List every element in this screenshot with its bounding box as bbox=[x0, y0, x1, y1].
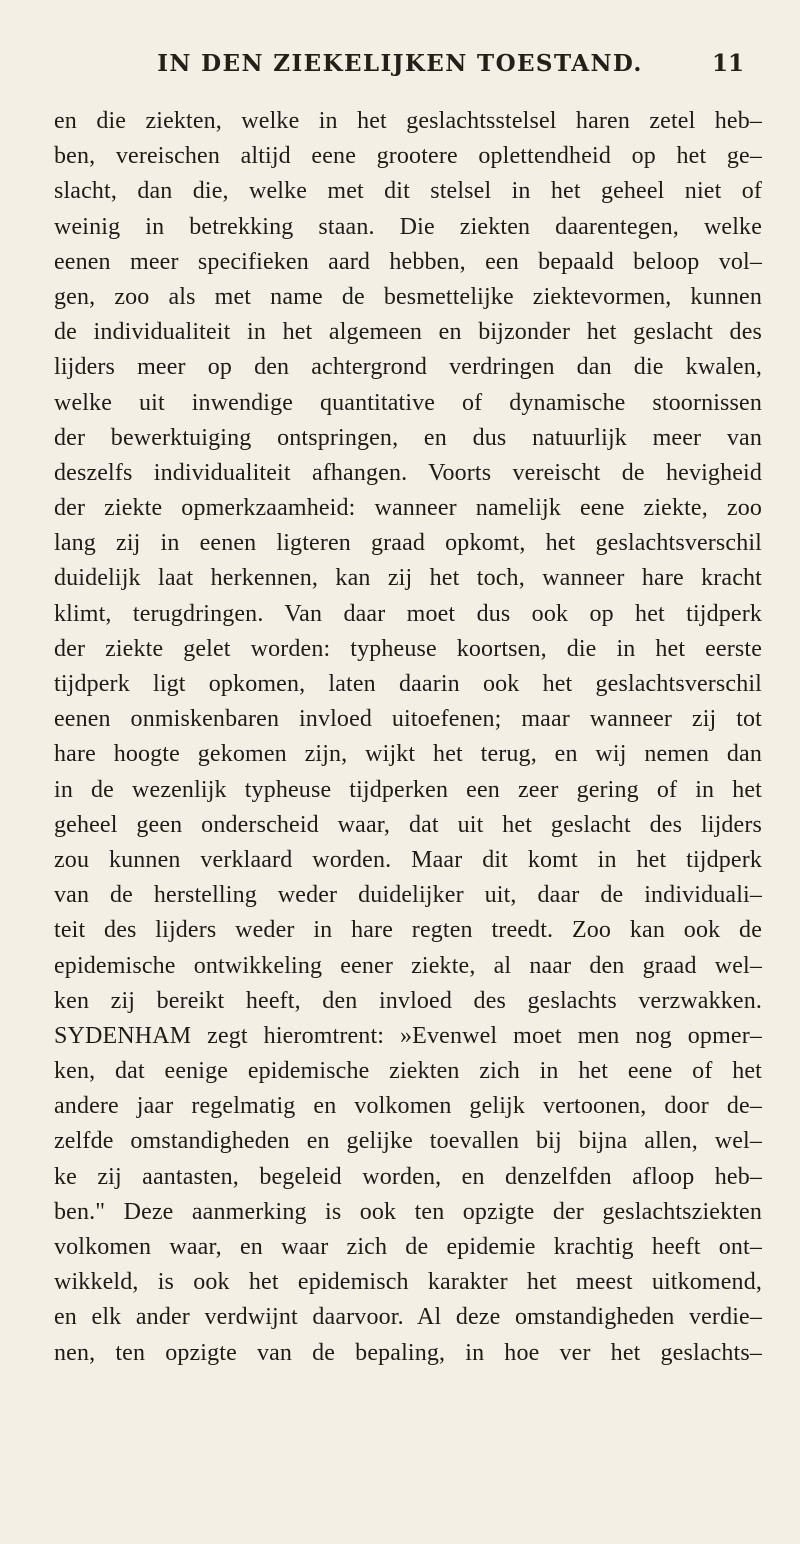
text-line: en die ziekten, welke in het geslachtsstelsel haren zetel heb– bbox=[54, 108, 762, 134]
text-line: nen, ten opzigte van de bepaling, in hoe ver het geslachts– bbox=[54, 1339, 762, 1366]
page-number: 11 bbox=[711, 50, 744, 77]
text-line: SYDENHAM zegt hieromtrent: »Evenwel moet men nog opmer– bbox=[54, 1022, 762, 1049]
text-line: der ziekte gelet worden: typheuse koortsen, die in het eerste bbox=[54, 635, 762, 662]
text-line: slacht, dan die, welke met dit stelsel in het geheel niet of bbox=[54, 178, 762, 205]
text-line: eenen meer specifieken aard hebben, een bepaald beloop vol– bbox=[54, 248, 762, 275]
text-line: hare hoogte gekomen zijn, wijkt het terug, en wij nemen dan bbox=[54, 741, 762, 768]
text-line: ken, dat eenige epidemische ziekten zich in het eene of het bbox=[54, 1058, 762, 1085]
body-text bbox=[54, 104, 762, 1371]
text-line: lang zij in eenen ligteren graad opkomt, het geslachtsverschil bbox=[54, 530, 762, 557]
text-line: wikkeld, is ook het epidemisch karakter het meest uitkomend, bbox=[54, 1269, 762, 1296]
text-line: in de wezenlijk typheuse tijdperken een zeer gering of in het bbox=[54, 776, 762, 803]
running-head: IN DEN ZIEKELIJKEN TOESTAND. bbox=[157, 50, 643, 77]
text-line: ke zij aantasten, begeleid worden, en denzelfden afloop heb– bbox=[54, 1163, 762, 1190]
text-line: teit des lijders weder in hare regten treedt. Zoo kan ook de bbox=[54, 917, 762, 944]
text-line: deszelfs individualiteit afhangen. Voorts vereischt de hevigheid bbox=[54, 459, 762, 486]
text-line: gen, zoo als met name de besmettelijke ziektevormen, kunnen bbox=[54, 283, 762, 310]
text-line: eenen onmiskenbaren invloed uitoefenen; maar wanneer zij tot bbox=[54, 706, 762, 733]
text-line: tijdperk ligt opkomen, laten daarin ook het geslachtsverschil bbox=[54, 671, 762, 697]
text-line: de individualiteit in het algemeen en bijzonder het geslacht des bbox=[54, 319, 762, 346]
text-line: ken zij bereikt heeft, den invloed des geslachts verzwakken. bbox=[54, 987, 762, 1014]
text-line: andere jaar regelmatig en volkomen gelijk vertoonen, door de– bbox=[54, 1093, 762, 1120]
text-line: klimt, terugdringen. Van daar moet dus ook op het tijdperk bbox=[54, 600, 762, 627]
text-line: volkomen waar, en waar zich de epidemie krachtig heeft ont– bbox=[54, 1234, 762, 1260]
text-line: zelfde omstandigheden en gelijke toevallen bij bijna allen, wel– bbox=[54, 1128, 762, 1155]
text-line: ben, vereischen altijd eene grootere oplettendheid op het ge– bbox=[54, 143, 762, 170]
text-line: ben." Deze aanmerking is ook ten opzigte der geslachtsziekten bbox=[54, 1198, 762, 1225]
text-line: der bewerktuiging ontspringen, en dus natuurlijk meer van bbox=[54, 424, 762, 451]
text-line: der ziekte opmerkzaamheid: wanneer namelijk eene ziekte, zoo bbox=[54, 495, 762, 522]
text-line: en elk ander verdwijnt daarvoor. Al deze omstandigheden verdie– bbox=[54, 1304, 762, 1331]
text-line: weinig in betrekking staan. Die ziekten daarentegen, welke bbox=[54, 213, 762, 240]
page-header bbox=[0, 50, 800, 90]
text-line: welke uit inwendige quantitative of dynamische stoornissen bbox=[54, 389, 762, 416]
text-line: geheel geen onderscheid waar, dat uit het geslacht des lijders bbox=[54, 811, 762, 838]
text-line: lijders meer op den achtergrond verdringen dan die kwalen, bbox=[54, 354, 762, 381]
text-line: duidelijk laat herkennen, kan zij het toch, wanneer hare kracht bbox=[54, 565, 762, 592]
text-line: zou kunnen verklaard worden. Maar dit komt in het tijdperk bbox=[54, 846, 762, 873]
text-line: epidemische ontwikkeling eener ziekte, al naar den graad wel– bbox=[54, 952, 762, 979]
text-line: van de herstelling weder duidelijker uit, daar de individuali– bbox=[54, 882, 762, 909]
